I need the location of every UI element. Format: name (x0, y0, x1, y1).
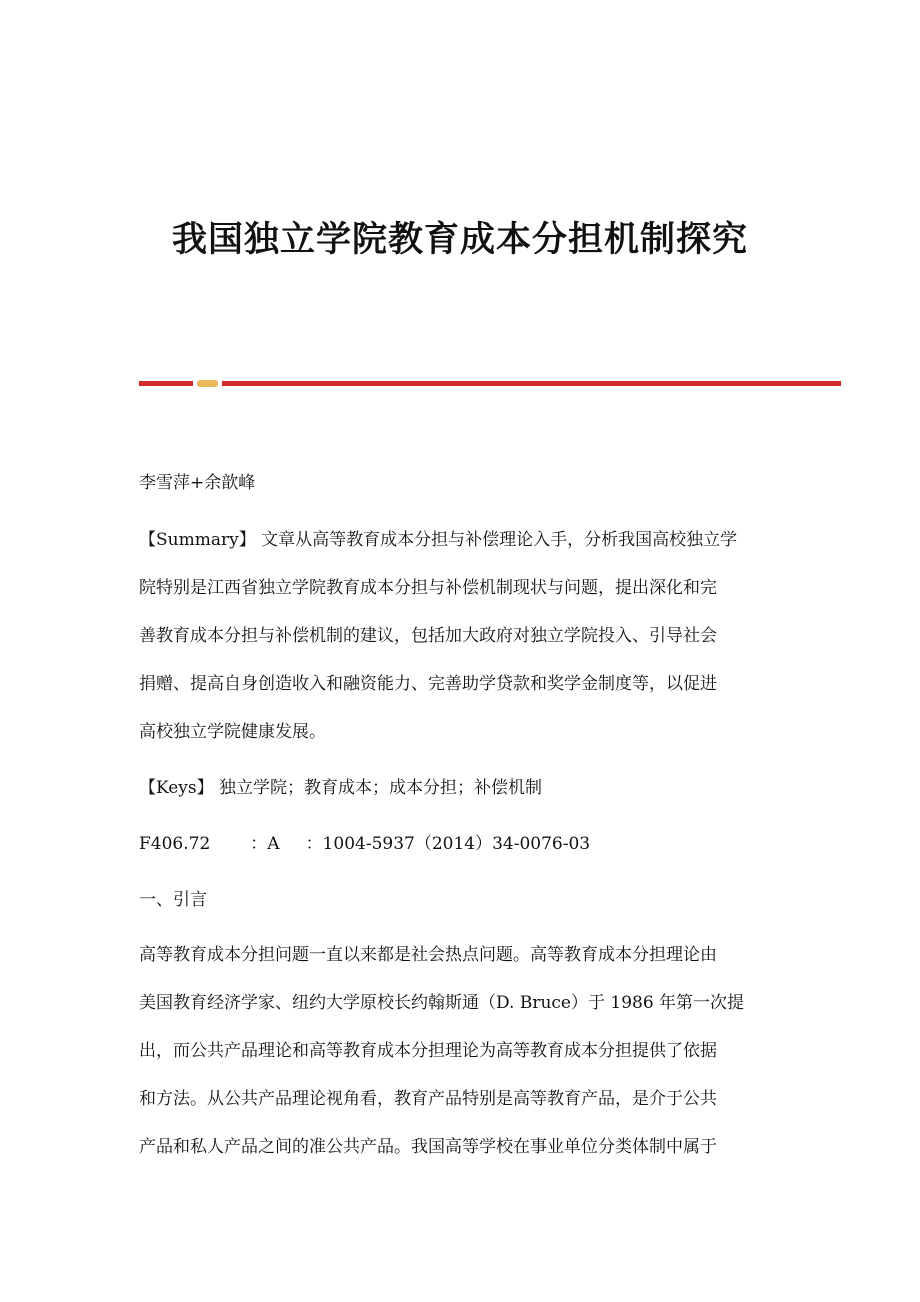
body-line: 和方法。从公共产品理论视角看，教育产品特别是高等教育产品，是介于公共 (139, 1089, 717, 1109)
body-line: 出，而公共产品理论和高等教育成本分担理论为高等教育成本分担提供了依据 (139, 1041, 717, 1061)
keys-text: 独立学院；教育成本；成本分担；补偿机制 (219, 778, 543, 798)
title-divider-left (139, 381, 193, 386)
document-code: ：A (250, 834, 280, 854)
section-heading: 一、引言 (139, 890, 207, 910)
summary-line: 捐赠、提高自身创造收入和融资能力、完善助学贷款和奖学金制度等，以促进 (139, 674, 717, 694)
divider-ornament (197, 380, 218, 387)
summary-label: 【Summary】 (139, 530, 256, 550)
keys-label: 【Keys】 (139, 778, 214, 798)
classification-code: F406.72 (139, 834, 211, 854)
body-line: 产品和私人产品之间的准公共产品。我国高等学校在事业单位分类体制中属于 (139, 1137, 717, 1157)
summary-line: 善教育成本分担与补偿机制的建议，包括加大政府对独立学院投入、引导社会 (139, 626, 717, 646)
summary-line: 高校独立学院健康发展。 (139, 722, 326, 742)
body-line: 美国教育经济学家、纽约大学原校长约翰斯通（D. Bruce）于 1986 年第一次提 (139, 993, 745, 1013)
document-title: 我国独立学院教育成本分担机制探究 (171, 219, 748, 260)
author-line: 李雪萍+余歆峰 (139, 473, 256, 493)
article-number: ：1004-5937（2014）34-0076-03 (305, 834, 591, 854)
summary-block (139, 516, 799, 756)
summary-line (139, 516, 799, 564)
title-divider-right (222, 381, 841, 386)
classification-line (139, 820, 799, 868)
summary-text: 文章从高等教育成本分担与补偿理论入手，分析我国高校独立学 (261, 530, 738, 550)
body-line: 高等教育成本分担问题一直以来都是社会热点问题。高等教育成本分担理论由 (139, 945, 717, 965)
summary-line: 院特别是江西省独立学院教育成本分担与补偿机制现状与问题，提出深化和完 (139, 578, 717, 598)
keywords-line (139, 764, 799, 812)
body-paragraph (139, 931, 799, 1171)
